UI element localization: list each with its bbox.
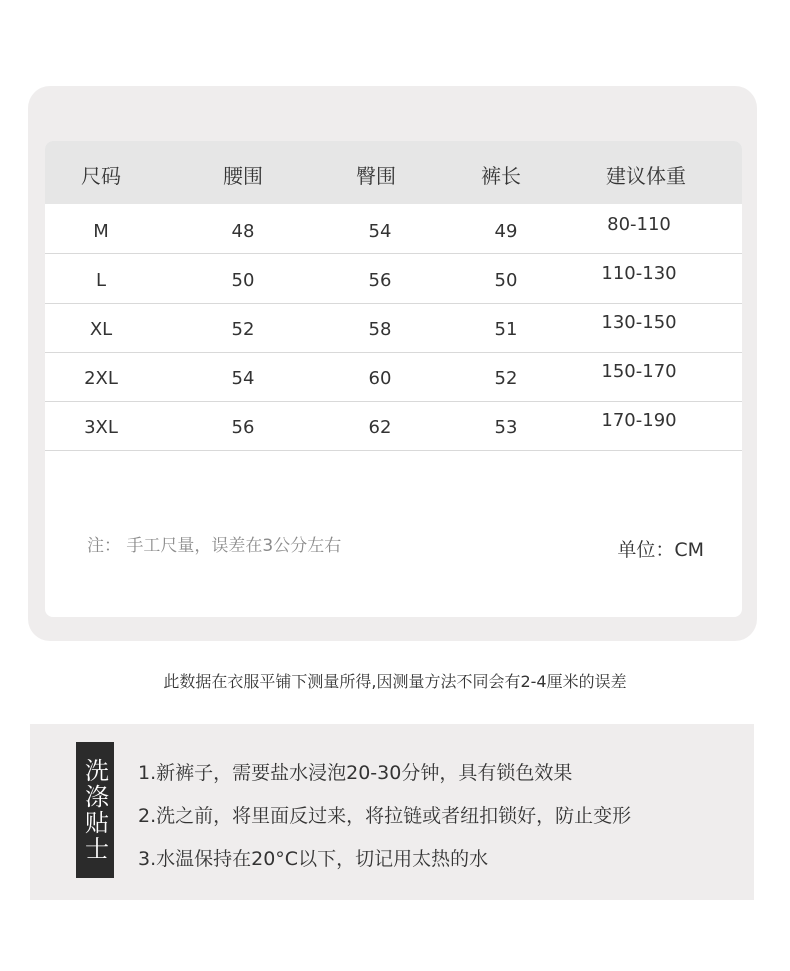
care-line: 1.新裤子，需要盐水浸泡20-30分钟，具有锁色效果 [138,762,573,784]
table-row [45,303,742,353]
measurement-caption: 此数据在衣服平铺下测量所得,因测量方法不同会有2-4厘米的误差 [163,672,627,691]
cell-size: 3XL [84,417,118,438]
cell-hip: 56 [368,270,392,291]
cell-length: 49 [494,221,518,242]
header-waist: 腰围 [223,164,263,188]
measurement-note: 注： 手工尺量，误差在3公分左右 [87,536,342,556]
cell-size: 2XL [84,368,118,389]
care-line: 2.洗之前，将里面反过来，将拉链或者纽扣锁好，防止变形 [138,805,632,827]
unit-label: 单位：CM [617,539,704,561]
cell-size: L [95,270,107,291]
table-row [45,401,742,451]
cell-size: M [93,221,109,242]
cell-hip: 54 [368,221,392,242]
cell-length: 50 [494,270,518,291]
table-row [45,254,742,304]
size-table [45,141,742,617]
cell-weight: 110-130 [601,263,677,284]
header-length: 裤长 [481,164,521,188]
care-tips [30,724,754,900]
table-row [45,204,742,254]
cell-hip: 60 [368,368,392,389]
cell-weight: 150-170 [601,361,677,382]
cell-waist: 48 [231,221,255,242]
header-weight: 建议体重 [606,164,686,188]
care-tag-label: 洗涤贴士 [80,758,109,862]
cell-waist: 56 [231,417,255,438]
header-size: 尺码 [81,164,121,188]
cell-waist: 54 [231,368,255,389]
cell-length: 53 [494,417,518,438]
cell-weight: 130-150 [601,312,677,333]
cell-hip: 62 [368,417,392,438]
table-header [45,141,742,204]
cell-waist: 52 [231,319,255,340]
table-row [45,352,742,402]
cell-length: 52 [494,368,518,389]
cell-size: XL [89,319,113,340]
care-tag [76,742,114,878]
cell-length: 51 [494,319,518,340]
header-hip: 臀围 [356,164,396,188]
cell-hip: 58 [368,319,392,340]
care-line: 3.水温保持在20°C以下，切记用太热的水 [138,848,489,870]
cell-weight: 170-190 [601,410,677,431]
cell-weight: 80-110 [607,214,671,235]
cell-waist: 50 [231,270,255,291]
